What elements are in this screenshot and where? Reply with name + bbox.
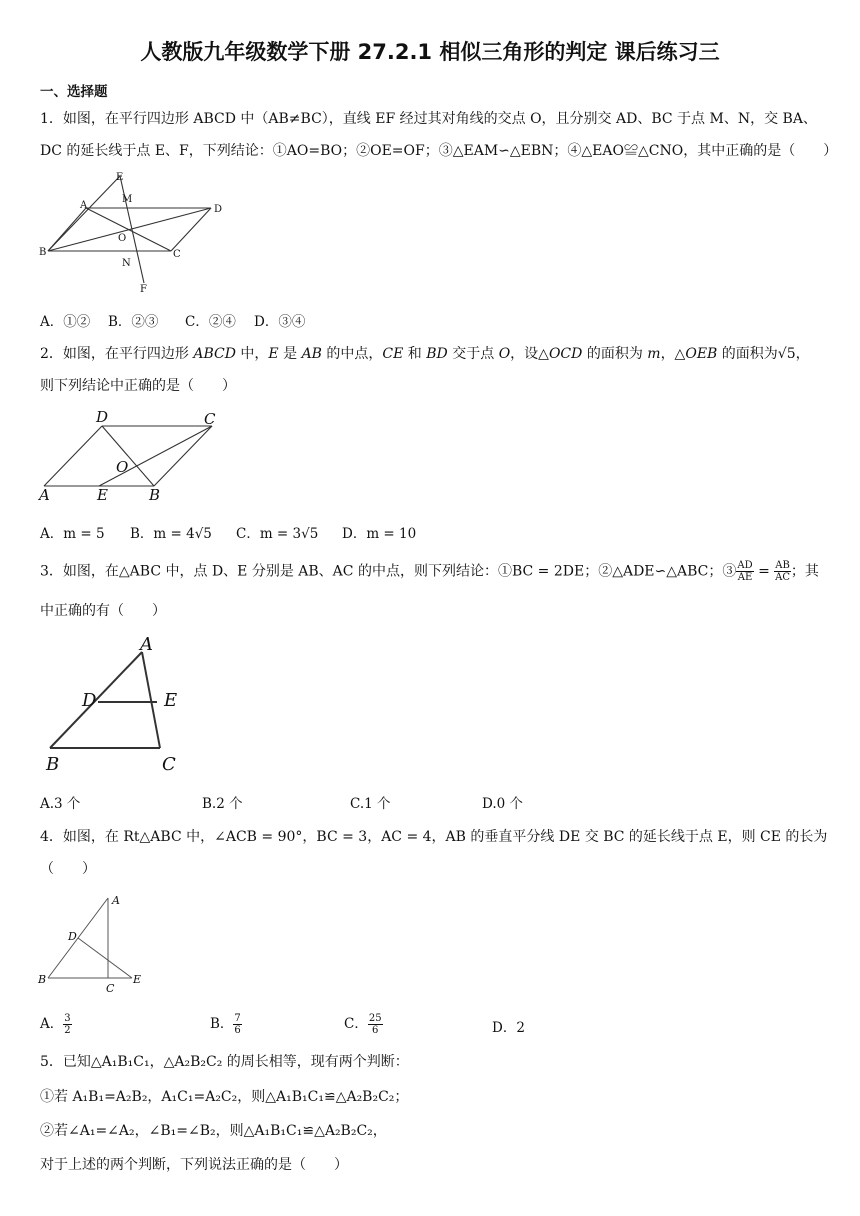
q4-figure — [36, 890, 156, 1000]
q1-option-d[interactable]: D．③④ — [254, 314, 306, 330]
page-title: 人教版九年级数学下册 27.2.1 相似三角形的判定 课后练习三 — [140, 40, 720, 64]
q1-label-a: A — [80, 200, 88, 211]
q2-label-d: D — [96, 408, 109, 426]
q3-text: ；其 — [790, 563, 819, 580]
q4-option-letter: B． — [210, 1016, 234, 1032]
q4-option-d[interactable] — [492, 1016, 525, 1036]
q4-option-fraction — [63, 1013, 71, 1036]
q3-option-c[interactable]: C.1 个 — [350, 796, 391, 812]
q2-var: m — [647, 346, 661, 362]
q2-text: ，△ — [660, 346, 686, 362]
q2-text: 的面积为 — [582, 346, 648, 362]
q4-option-a[interactable] — [40, 1012, 72, 1036]
q4-option-letter: D． — [492, 1020, 517, 1036]
q4-frac-num: 7 — [234, 1013, 241, 1024]
q4-option-fraction — [233, 1013, 241, 1036]
q4-option-letter: C． — [344, 1016, 368, 1032]
q2-option-c[interactable]: C．m = 3√5 — [236, 526, 319, 542]
q2-text: ，设△ — [510, 346, 549, 362]
q5-line4: 对于上述的两个判断，下列说法正确的是（ ） — [40, 1157, 348, 1173]
q3-line1 — [40, 560, 819, 583]
q3-label-a: A — [140, 634, 153, 655]
q2-line1 — [40, 343, 810, 363]
q1-option-a[interactable]: A．①② — [40, 314, 91, 330]
q4-option-fraction — [368, 1013, 383, 1036]
q3-option-a[interactable]: A.3 个 — [40, 796, 81, 812]
q1-label-o: O — [118, 233, 127, 244]
q2-option-d[interactable]: D．m = 10 — [342, 526, 417, 542]
q1-option-c[interactable]: C．②④ — [185, 314, 236, 330]
q1-label-c: C — [173, 249, 181, 260]
q2-text: 中， — [235, 346, 269, 362]
q2-option-a[interactable]: A．m = 5 — [40, 526, 105, 542]
q1-label-n: N — [122, 258, 131, 269]
q1-option-b[interactable]: B．②③ — [108, 314, 159, 330]
q1-label-f: F — [140, 284, 147, 295]
q3-option-b[interactable]: B.2 个 — [202, 796, 243, 812]
q2-var: AB — [301, 346, 322, 362]
q4-label-c: C — [106, 982, 115, 995]
q2-text: 2．如图，在平行四边形 — [40, 346, 194, 362]
q2-text: 和 — [403, 346, 427, 362]
q4-frac-num: 3 — [64, 1013, 71, 1024]
q4-option-letter: A． — [40, 1016, 64, 1032]
q2-text: 的面积为√5， — [717, 346, 810, 362]
q3-option-d[interactable]: D.0 个 — [482, 796, 524, 812]
q2-label-a: A — [39, 486, 50, 504]
q2-text: 交于点 — [447, 346, 499, 362]
q5-line3: ②若∠A₁=∠A₂，∠B₁=∠B₂，则△A₁B₁C₁≌△A₂B₂C₂， — [40, 1123, 387, 1139]
q4-label-a: A — [112, 894, 120, 907]
q2-text: 的中点， — [321, 346, 383, 362]
q4-label-d: D — [68, 930, 77, 943]
q3-figure — [40, 632, 190, 777]
q2-var: BD — [426, 346, 448, 362]
q4-frac-num: 25 — [368, 1013, 382, 1024]
q4-line1: 4．如图，在 Rt△ABC 中，∠ACB = 90°，BC = 3，AC = 4，AB 的垂直平分线 DE 交 BC 的延长线于点 E，则 CE 的长为 — [40, 829, 828, 845]
q2-line2: 则下列结论中正确的是（ ） — [40, 378, 236, 394]
q2-var: CE — [382, 346, 404, 362]
q1-figure — [36, 168, 236, 296]
q2-label-c: C — [204, 410, 216, 428]
q1-label-m: M — [122, 194, 133, 205]
q1-label-e: E — [116, 172, 124, 183]
q4-frac-den: 2 — [64, 1025, 71, 1036]
q4-option-c[interactable] — [344, 1012, 383, 1036]
q2-var: O — [498, 346, 511, 362]
q3-label-d: D — [82, 690, 97, 711]
q3-fraction-ab-ac — [774, 560, 791, 583]
q2-var: ABCD — [193, 346, 236, 362]
section-heading: 一、选择题 — [40, 84, 108, 100]
q4-label-b: B — [38, 973, 47, 986]
q1-line1: 1．如图，在平行四边形 ABCD 中（AB≠BC），直线 EF 经过其对角线的交点 O，且分别交 AD、BC 于点 M、N，交 BA、 — [40, 111, 817, 127]
q3-frac-den: AC — [775, 572, 790, 583]
q4-label-e: E — [133, 973, 142, 986]
q4-option-value: 2 — [516, 1020, 525, 1036]
q2-text: 是 — [278, 346, 302, 362]
q3-label-b: B — [46, 754, 60, 775]
q1-label-b: B — [39, 247, 47, 258]
q5-line1: 5．已知△A₁B₁C₁，△A₂B₂C₂ 的周长相等，现有两个判断： — [40, 1054, 409, 1070]
q3-line2: 中正确的有（ ） — [40, 603, 166, 619]
q3-fraction-ad-ae — [736, 560, 753, 583]
q3-equals: = — [753, 563, 775, 580]
q4-line2: （ ） — [40, 861, 96, 877]
q3-text: 3．如图，在△ABC 中，点 D、E 分别是 AB、AC 的中点，则下列结论：①BC = 2DE；②△ADE∽△ABC；③ — [40, 563, 737, 580]
q1-label-d: D — [214, 204, 223, 215]
q4-frac-den: 6 — [234, 1025, 241, 1036]
q2-option-b[interactable]: B．m = 4√5 — [130, 526, 212, 542]
q2-var: OCD — [548, 346, 583, 362]
q1-line2: DC 的延长线于点 E、F，下列结论：①AO=BO；②OE=OF；③△EAM∽△EBN；④△EAO≌△CNO，其中正确的是（ ） — [40, 143, 838, 159]
q3-frac-num: AB — [775, 560, 790, 571]
q2-label-e: E — [97, 486, 108, 504]
q3-frac-num: AD — [737, 560, 753, 571]
q4-frac-den: 6 — [372, 1025, 379, 1036]
q4-option-b[interactable] — [210, 1012, 242, 1036]
q2-var: OEB — [685, 346, 718, 362]
q2-label-b: B — [149, 486, 161, 504]
q3-label-e: E — [164, 690, 178, 711]
q3-frac-den: AE — [737, 572, 753, 583]
q3-label-c: C — [162, 754, 176, 775]
q5-line2: ①若 A₁B₁=A₂B₂，A₁C₁=A₂C₂，则△A₁B₁C₁≌△A₂B₂C₂； — [40, 1089, 409, 1105]
q2-var: E — [268, 346, 279, 362]
q2-figure — [36, 408, 236, 508]
q2-label-o: O — [116, 458, 129, 476]
